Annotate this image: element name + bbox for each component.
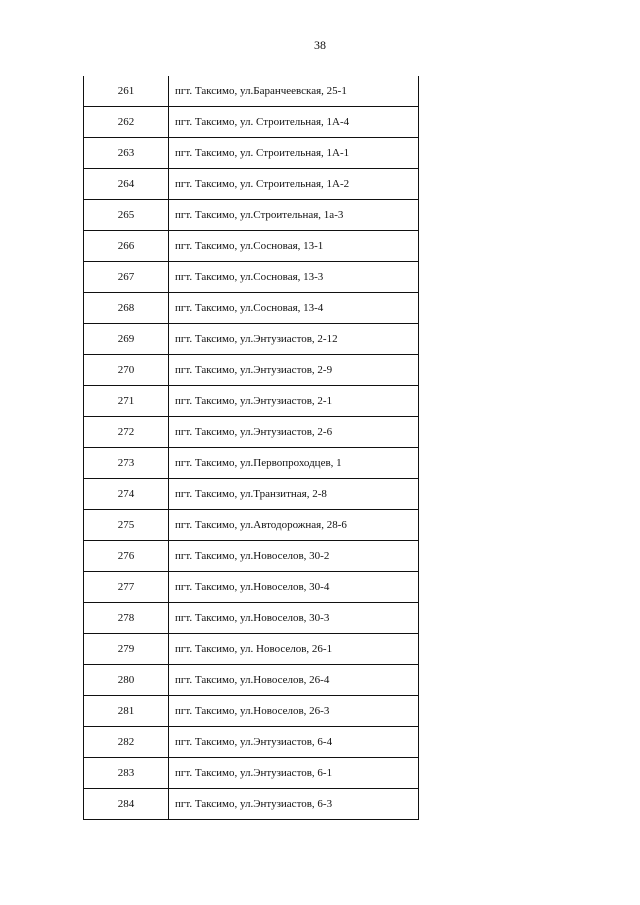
table-row <box>84 293 419 324</box>
row-address: пгт. Таксимо, ул.Новоселов, 30-2 <box>169 541 419 572</box>
row-number: 274 <box>84 479 169 510</box>
table-row <box>84 169 419 200</box>
row-number: 264 <box>84 169 169 200</box>
row-address: пгт. Таксимо, ул.Сосновая, 13-3 <box>169 262 419 293</box>
row-number: 271 <box>84 386 169 417</box>
table-row <box>84 324 419 355</box>
row-address: пгт. Таксимо, ул.Автодорожная, 28-6 <box>169 510 419 541</box>
table-row <box>84 603 419 634</box>
table-row <box>84 262 419 293</box>
row-address: пгт. Таксимо, ул.Новоселов, 26-3 <box>169 696 419 727</box>
table-row <box>84 138 419 169</box>
row-address: пгт. Таксимо, ул.Энтузиастов, 2-1 <box>169 386 419 417</box>
row-address: пгт. Таксимо, ул.Энтузиастов, 6-3 <box>169 789 419 820</box>
table-row <box>84 510 419 541</box>
row-number: 280 <box>84 665 169 696</box>
row-number: 282 <box>84 727 169 758</box>
table-row <box>84 448 419 479</box>
row-number: 270 <box>84 355 169 386</box>
table-row <box>84 727 419 758</box>
table-row <box>84 417 419 448</box>
row-number: 278 <box>84 603 169 634</box>
table-row <box>84 634 419 665</box>
row-number: 276 <box>84 541 169 572</box>
table-row <box>84 665 419 696</box>
row-address: пгт. Таксимо, ул.Сосновая, 13-1 <box>169 231 419 262</box>
table-row <box>84 758 419 789</box>
row-number: 283 <box>84 758 169 789</box>
row-number: 284 <box>84 789 169 820</box>
row-number: 277 <box>84 572 169 603</box>
row-number: 281 <box>84 696 169 727</box>
row-number: 272 <box>84 417 169 448</box>
row-address: пгт. Таксимо, ул.Новоселов, 30-3 <box>169 603 419 634</box>
page-number: 38 <box>314 38 326 52</box>
row-address: пгт. Таксимо, ул. Строительная, 1А-4 <box>169 107 419 138</box>
table-row <box>84 231 419 262</box>
table-row <box>84 76 419 107</box>
row-address: пгт. Таксимо, ул. Строительная, 1А-1 <box>169 138 419 169</box>
row-address: пгт. Таксимо, ул. Строительная, 1А-2 <box>169 169 419 200</box>
row-address: пгт. Таксимо, ул.Баранчеевская, 25-1 <box>169 76 419 107</box>
address-table-body <box>84 76 419 820</box>
row-address: пгт. Таксимо, ул.Энтузиастов, 6-4 <box>169 727 419 758</box>
row-address: пгт. Таксимо, ул.Первопроходцев, 1 <box>169 448 419 479</box>
row-number: 266 <box>84 231 169 262</box>
table-row <box>84 572 419 603</box>
table-row <box>84 479 419 510</box>
row-number: 262 <box>84 107 169 138</box>
row-address: пгт. Таксимо, ул.Энтузиастов, 2-9 <box>169 355 419 386</box>
table-row <box>84 696 419 727</box>
row-number: 279 <box>84 634 169 665</box>
table-row <box>84 386 419 417</box>
address-table <box>83 76 419 820</box>
row-address: пгт. Таксимо, ул. Новоселов, 26-1 <box>169 634 419 665</box>
table-row <box>84 789 419 820</box>
row-number: 273 <box>84 448 169 479</box>
row-address: пгт. Таксимо, ул.Транзитная, 2-8 <box>169 479 419 510</box>
row-number: 275 <box>84 510 169 541</box>
table-row <box>84 107 419 138</box>
row-number: 265 <box>84 200 169 231</box>
row-number: 267 <box>84 262 169 293</box>
row-number: 268 <box>84 293 169 324</box>
row-number: 261 <box>84 76 169 107</box>
table-row <box>84 355 419 386</box>
row-address: пгт. Таксимо, ул.Энтузиастов, 6-1 <box>169 758 419 789</box>
row-address: пгт. Таксимо, ул.Энтузиастов, 2-6 <box>169 417 419 448</box>
row-address: пгт. Таксимо, ул.Новоселов, 30-4 <box>169 572 419 603</box>
address-table-wrapper <box>83 76 419 820</box>
row-address: пгт. Таксимо, ул.Новоселов, 26-4 <box>169 665 419 696</box>
row-number: 269 <box>84 324 169 355</box>
table-row <box>84 541 419 572</box>
table-row <box>84 200 419 231</box>
row-address: пгт. Таксимо, ул.Строительная, 1а-3 <box>169 200 419 231</box>
row-address: пгт. Таксимо, ул.Энтузиастов, 2-12 <box>169 324 419 355</box>
row-address: пгт. Таксимо, ул.Сосновая, 13-4 <box>169 293 419 324</box>
row-number: 263 <box>84 138 169 169</box>
